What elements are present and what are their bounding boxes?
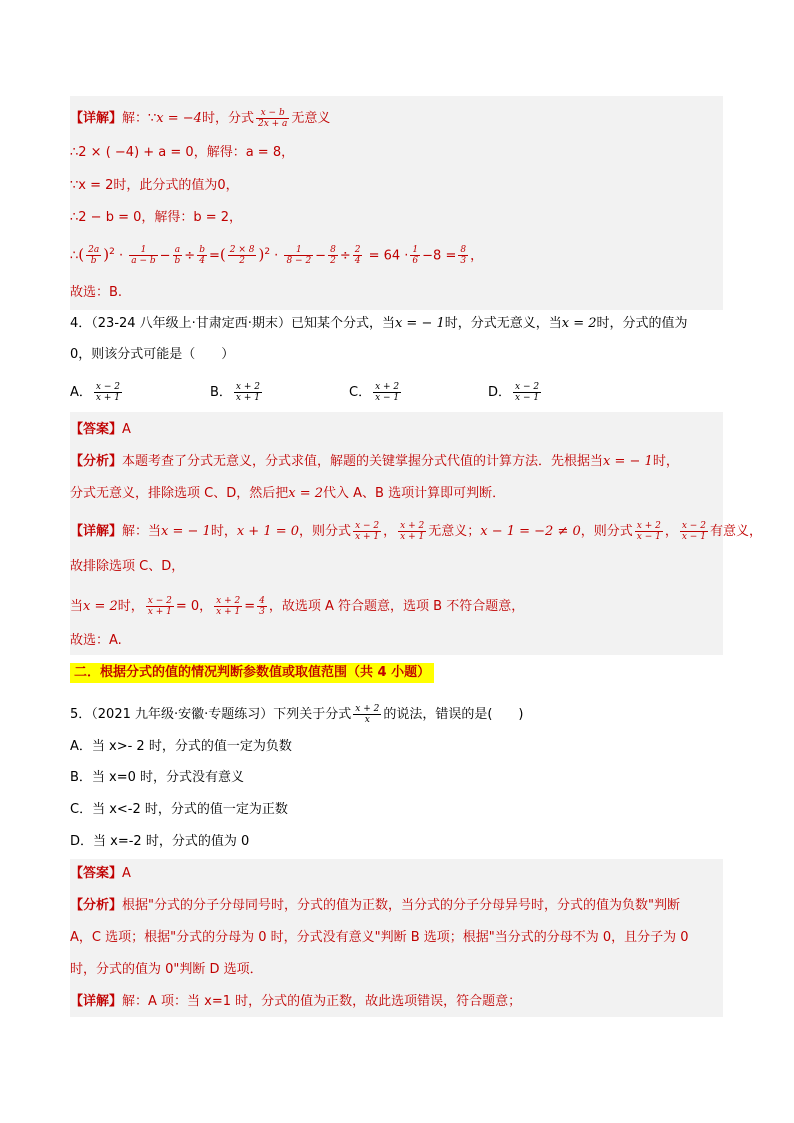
q5-option-d[interactable]: D．当 x=-2 时，分式的值为 0	[70, 834, 250, 849]
q4-stem-line-2: 0，则该分式可能是（ ）	[70, 347, 235, 362]
detail-tag: 【详解】	[70, 111, 123, 126]
q4-final-answer: 故选：A.	[70, 633, 122, 648]
q5-answer-line: 【答案】A	[70, 866, 131, 881]
q5-stem: 5．（2021 九年级·安徽·专题练习）下列关于分式 $\frac{x + 2}{x}$ 的说法，错误的是( )	[70, 704, 524, 725]
q4-stem-line-1: 4．（23-24 八年级上·甘肃定西·期末）已知某个分式，当x = − 1时，分式无意义，当x = 2时，分式的值为	[70, 316, 688, 331]
q4-analysis-line-2: 分式无意义，排除选项 C、D，然后把x = 2代入 A、B 选项计算即可判断．	[70, 486, 506, 501]
q3-detail-line-4: ∴2 − b = 0，解得：b = 2，	[70, 210, 243, 225]
q5-analysis-line-3: 时，分式的值为 0"判断 D 选项．	[70, 962, 263, 977]
q4-detail-line-1: 【详解】解：当x = − 1时，x + 1 = 0，则分式 $\frac{x - 2}{x + 1}$ ， $\frac{x + 2}{x + 1}$ 无意义；x − 1 = −2 ≠ 0，则分式 $\frac{x + 2}{x - 1}$ ， $\frac{x - 2}{x - 1}$ 有意义，	[70, 521, 762, 542]
q5-detail-line-1: 【详解】解：A 项：当 x=1 时，分式的值为正数，故此选项错误，符合题意；	[70, 994, 522, 1009]
section-heading: 二．根据分式的值的情况判断参数值或取值范围（共 4 小题）	[70, 663, 434, 683]
q4-option-d[interactable]: D． $\frac{x - 2}{x - 1}$	[488, 382, 540, 403]
q3-detail-line-1: 【详解】解：∵x = −4时，分式 $\frac{x - b}{2x + a}$ 无意义	[70, 108, 331, 129]
q5-option-a[interactable]: A．当 x>- 2 时，分式的值一定为负数	[70, 739, 292, 754]
q4-option-c[interactable]: C． $\frac{x + 2}{x - 1}$	[349, 382, 400, 403]
q4-detail-line-3: 当x = 2时， $\frac{x - 2}{x + 1}$ = 0， $\frac{x + 2}{x + 1}$ = $\frac{4}{3}$ ，故选项 A 符合题意，选项 B 不符合题意，	[70, 596, 525, 617]
q4-analysis-line-1: 【分析】本题考查了分式无意义，分式求值，解题的关键掌握分式代值的计算方法．先根据当x = − 1时，	[70, 454, 679, 469]
q5-analysis-line-1: 【分析】根据"分式的分子分母同号时，分式的值为正数，当分式的分子分母异号时，分式的值为负数"判断	[70, 898, 680, 913]
q5-analysis-line-2: A，C 选项；根据"分式的分母为 0 时，分式没有意义"判断 B 选项；根据"当分式的分母不为 0，且分子为 0	[70, 930, 689, 945]
q3-detail-line-3: ∵x = 2时，此分式的值为0，	[70, 178, 239, 193]
q5-option-c[interactable]: C．当 x<-2 时，分式的值一定为正数	[70, 802, 288, 817]
fraction: $\frac{x - b}{2x + a}$	[257, 108, 288, 129]
q3-answer-line: 故选：B.	[70, 285, 123, 300]
q5-option-b[interactable]: B．当 x=0 时，分式没有意义	[70, 770, 245, 785]
q4-option-b[interactable]: B． $\frac{x + 2}{x + 1}$	[210, 382, 260, 403]
q3-detail-line-5: ∴( $\frac{2a}{b}$ )$^2$ · $\frac{1}{a - b}$ − $\frac{a}{b}$ ÷ $\frac{b}{4}$ =( $\frac{2 \times 8}{2}$ )$^2$ · $\frac{1}{8 - 2}$ − $\frac{8}{2}$ ÷ $\frac{2}{4}$ = 64 · $\frac{1}{6}$ −8 = $\frac{8}{3}$ ，	[70, 245, 484, 267]
q3-detail-line-2: ∴2 × ( −4) + a = 0，解得：a = 8，	[70, 145, 295, 160]
q4-option-a[interactable]: A． $\frac{x - 2}{x + 1}$	[70, 382, 120, 403]
q4-detail-line-2: 故排除选项 C、D，	[70, 559, 185, 574]
q4-answer-line: 【答案】A	[70, 422, 131, 437]
